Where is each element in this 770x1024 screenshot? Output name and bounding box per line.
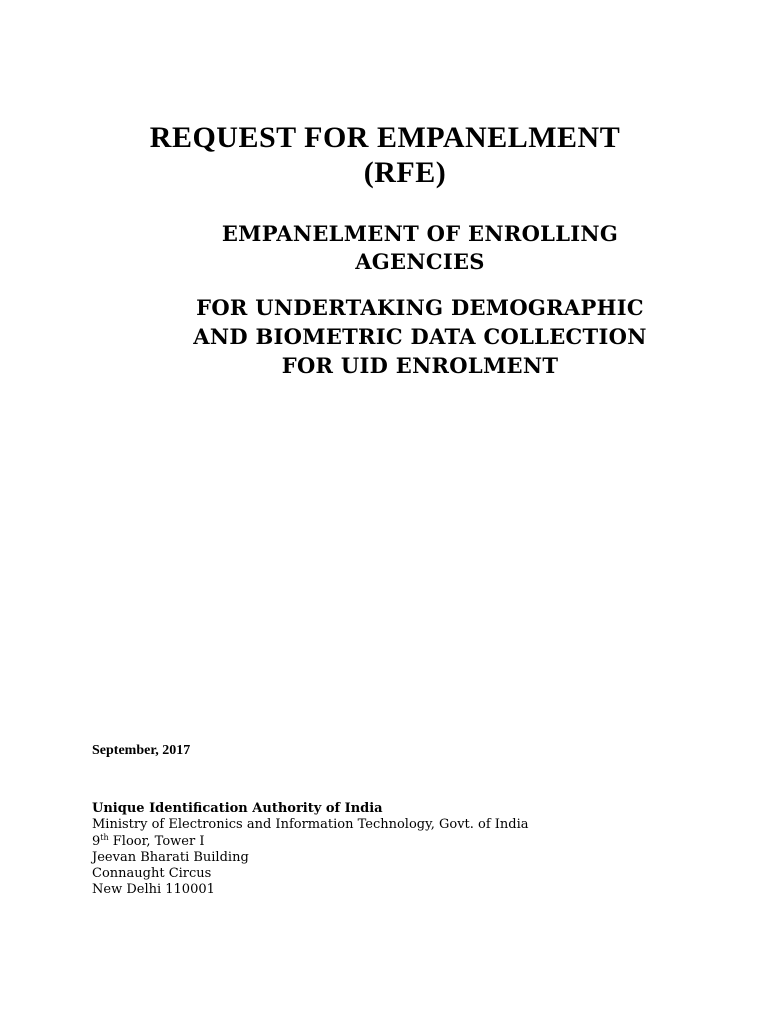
purpose-line-1: FOR UNDERTAKING DEMOGRAPHIC [196, 295, 644, 320]
city-postcode: New Delhi 110001 [92, 882, 215, 898]
subtitle-line-1: EMPANELMENT OF ENROLLING [221, 221, 619, 246]
purpose-line-2: AND BIOMETRIC DATA COLLECTION [193, 324, 647, 349]
building-name: Jeevan Bharati Building [92, 849, 249, 865]
purpose-line-3: FOR UID ENROLMENT [281, 353, 559, 378]
area-name: Connaught Circus [92, 866, 212, 882]
floor-rest: Floor, Tower I [108, 833, 205, 849]
floor-line [92, 834, 529, 850]
document-title-line-2: (RFE) [363, 156, 447, 189]
ministry-name: Ministry of Electronics and Information Technology, Govt. of India [92, 817, 529, 833]
document-date: September, 2017 [92, 743, 191, 758]
floor-suffix: th [100, 832, 109, 842]
organization-name: Unique Identification Authority of India [92, 801, 383, 816]
address-block [92, 801, 529, 899]
subtitle-line-2: AGENCIES [355, 249, 485, 274]
floor-number: 9 [92, 833, 101, 849]
document-title-line-1: REQUEST FOR EMPANELMENT [149, 121, 621, 154]
